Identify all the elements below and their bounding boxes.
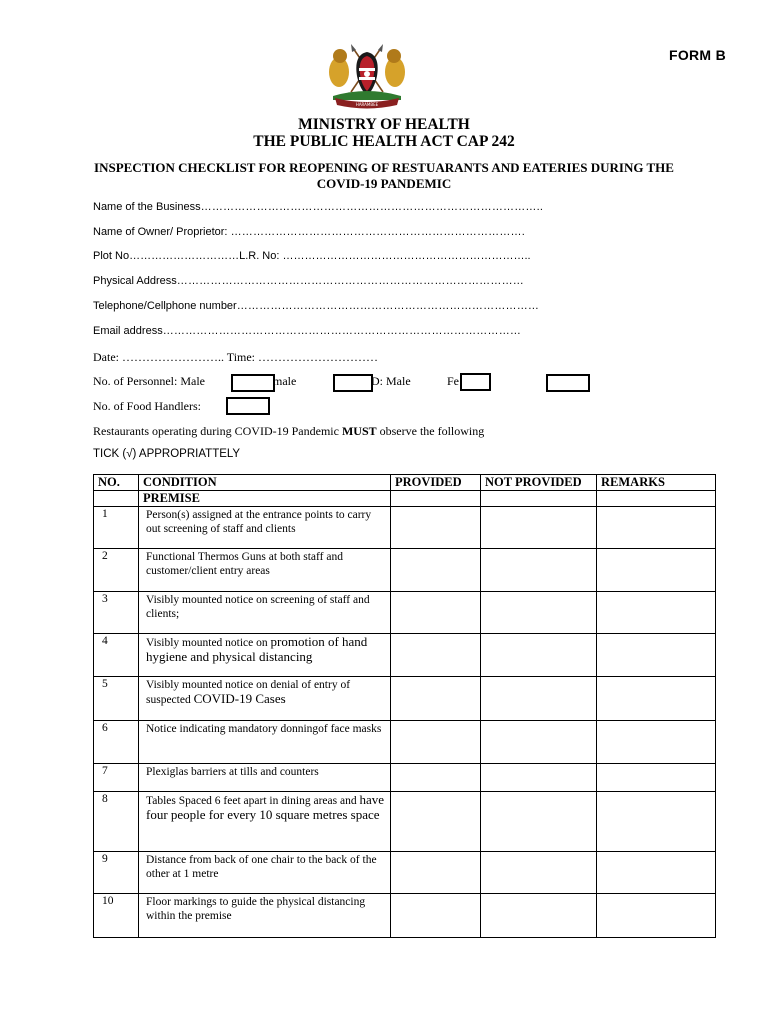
not-provided-cell[interactable] xyxy=(481,549,597,592)
date-time-field[interactable]: Date: …………………….. Time: ………………………… xyxy=(93,350,379,364)
remarks-cell[interactable] xyxy=(597,852,716,894)
remarks-cell[interactable] xyxy=(597,721,716,764)
plot-number-field[interactable]: Plot No…………………………L.R. No: ………………………………………………………….. xyxy=(93,250,531,262)
not-provided-cell[interactable] xyxy=(481,894,597,938)
not-provided-cell[interactable] xyxy=(481,764,597,792)
table-row: 8 Tables Spaced 6 feet apart in dining areas and have four people for every 10 square metres space xyxy=(94,792,716,852)
remarks-cell[interactable] xyxy=(597,792,716,852)
food-handlers-box[interactable] xyxy=(226,397,270,415)
tick-instruction: TICK (√) APPROPRIATTELY xyxy=(93,448,241,460)
table-row: 7 Plexiglas barriers at tills and counters xyxy=(94,764,716,792)
personnel-fragment-1: male xyxy=(273,374,297,388)
section-premise: PREMISE xyxy=(139,491,391,507)
telephone-field[interactable]: Telephone/Cellphone number……………………………………………………………………… xyxy=(93,300,540,312)
personnel-male-box[interactable] xyxy=(231,374,275,392)
not-provided-cell[interactable] xyxy=(481,852,597,894)
provided-cell[interactable] xyxy=(391,792,481,852)
remarks-cell[interactable] xyxy=(597,677,716,721)
remarks-cell[interactable] xyxy=(597,894,716,938)
remarks-cell[interactable] xyxy=(597,507,716,549)
ministry-heading: MINISTRY OF HEALTH xyxy=(298,116,470,133)
section-row xyxy=(94,491,716,507)
header-no: NO. xyxy=(94,475,139,491)
business-name-field[interactable]: Name of the Business……………………………………………………………………………….. xyxy=(93,201,544,213)
header-remarks: REMARKS xyxy=(597,475,716,491)
svg-text:HARAMBEE: HARAMBEE xyxy=(355,102,379,107)
provided-cell[interactable] xyxy=(391,507,481,549)
personnel-pwd-male-box[interactable] xyxy=(460,373,491,391)
provided-cell[interactable] xyxy=(391,852,481,894)
table-row: 4 Visibly mounted notice on promotion of hand hygiene and physical distancing xyxy=(94,634,716,677)
header-provided: PROVIDED xyxy=(391,475,481,491)
food-handlers-label: No. of Food Handlers: xyxy=(93,399,201,413)
table-row: 10 Floor markings to guide the physical distancing within the premise xyxy=(94,894,716,938)
not-provided-cell[interactable] xyxy=(481,792,597,852)
table-row: 1 Person(s) assigned at the entrance points to carry out screening of staff and clients xyxy=(94,507,716,549)
not-provided-cell[interactable] xyxy=(481,507,597,549)
provided-cell[interactable] xyxy=(391,721,481,764)
email-field[interactable]: Email address…………………………………………………………………………………… xyxy=(93,325,522,337)
form-label: FORM B xyxy=(668,47,726,63)
not-provided-cell[interactable] xyxy=(481,721,597,764)
remarks-cell[interactable] xyxy=(597,634,716,677)
table-row: 2 Functional Thermos Guns at both staff and customer/client entry areas xyxy=(94,549,716,592)
not-provided-cell[interactable] xyxy=(481,592,597,634)
personnel-fragment-2: D: Male xyxy=(371,374,411,388)
personnel-fragment-3: Fe xyxy=(447,374,459,388)
physical-address-field[interactable]: Physical Address………………………………………………………………………………… xyxy=(93,275,524,287)
kenya-coat-of-arms-icon xyxy=(323,40,411,110)
table-row: 5 Visibly mounted notice on denial of entry of suspected COVID-19 Cases xyxy=(94,677,716,721)
checklist-title: INSPECTION CHECKLIST FOR REOPENING OF RESTUARANTS AND EATERIES DURING THE COVID-19 PANDEMIC xyxy=(94,160,674,191)
act-heading: THE PUBLIC HEALTH ACT CAP 242 xyxy=(253,133,515,150)
header-not-provided: NOT PROVIDED xyxy=(481,475,597,491)
provided-cell[interactable] xyxy=(391,894,481,938)
provided-cell[interactable] xyxy=(391,634,481,677)
personnel-label: No. of Personnel: Male xyxy=(93,374,205,388)
personnel-pwd-female-box[interactable] xyxy=(546,374,590,392)
provided-cell[interactable] xyxy=(391,549,481,592)
remarks-cell[interactable] xyxy=(597,549,716,592)
provided-cell[interactable] xyxy=(391,764,481,792)
personnel-female-box[interactable] xyxy=(333,374,373,392)
table-row: 3 Visibly mounted notice on screening of staff and clients; xyxy=(94,592,716,634)
provided-cell[interactable] xyxy=(391,677,481,721)
remarks-cell[interactable] xyxy=(597,592,716,634)
table-header-row xyxy=(94,475,716,491)
owner-name-field[interactable]: Name of Owner/ Proprietor: ……………………………………………………………………. xyxy=(93,226,526,238)
instruction-text: Restaurants operating during COVID-19 Pandemic MUST observe the following xyxy=(93,424,485,438)
not-provided-cell[interactable] xyxy=(481,634,597,677)
remarks-cell[interactable] xyxy=(597,764,716,792)
provided-cell[interactable] xyxy=(391,592,481,634)
table-row: 9 Distance from back of one chair to the back of the other at 1 metre xyxy=(94,852,716,894)
inspection-checklist-table xyxy=(93,474,716,938)
table-row: 6 Notice indicating mandatory donningof face masks xyxy=(94,721,716,764)
header-condition: CONDITION xyxy=(139,475,391,491)
not-provided-cell[interactable] xyxy=(481,677,597,721)
